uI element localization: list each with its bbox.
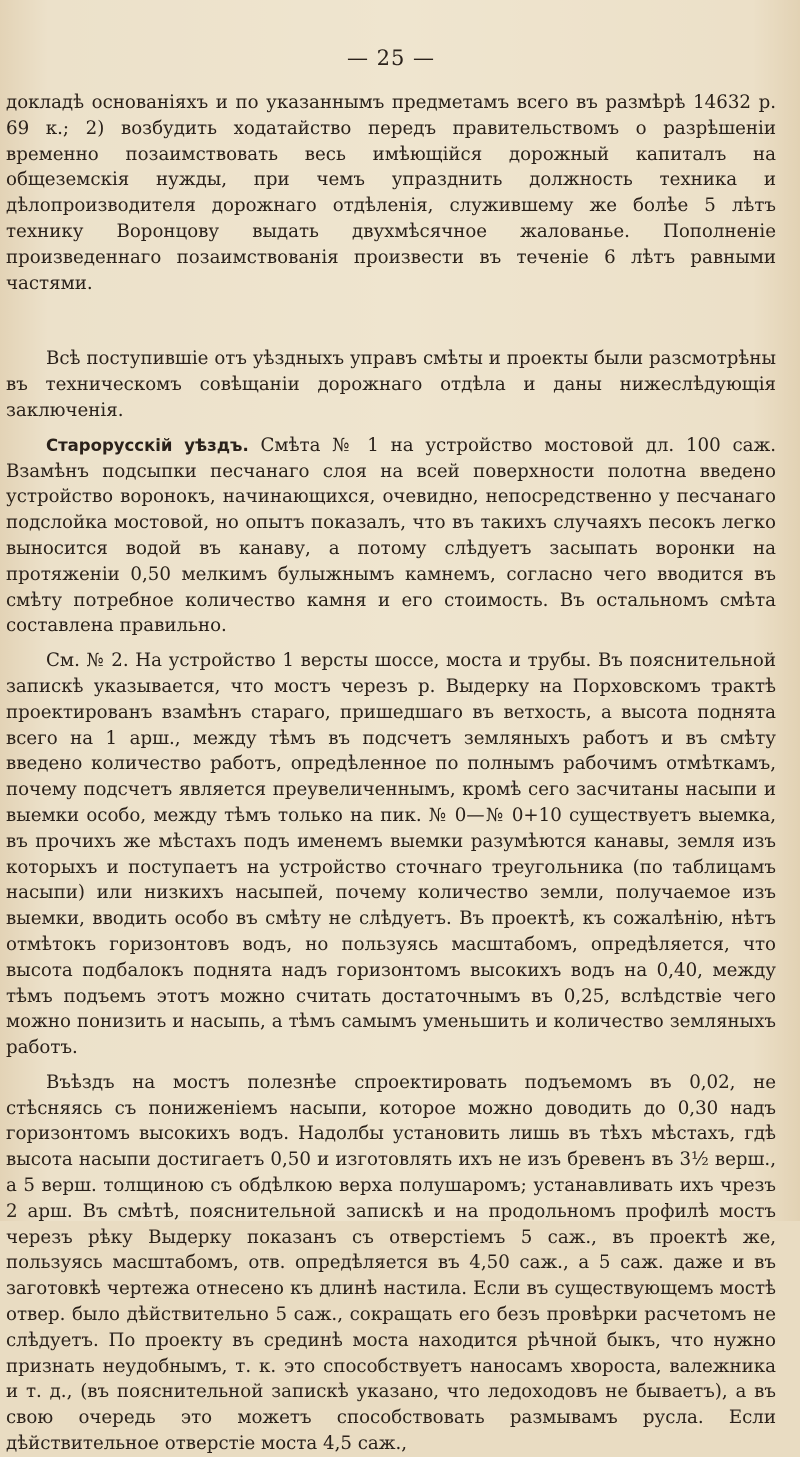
paragraph-bridge-entry: Въѣздъ на мостъ полезнѣе спроектировать подъемомъ въ 0,02, не стѣсняясь съ пониженіемъ насыпи, которое можно доводить до 0,30 надъ горизонтомъ высокихъ водъ. Надолбы установить лишь въ тѣхъ мѣстахъ, гдѣ высота насыпи достигаетъ 0,50 и изготовлять ихъ не изъ бревенъ въ 3½ верш., а 5 верш. толщиною съ обдѣлкою верха полушаромъ; устанавливать ихъ чрезъ 2 арш. Въ смѣтѣ, пояснительной запискѣ и на продольномъ профилѣ мостъ черезъ рѣку Выдерку показанъ съ отверстіемъ 5 саж., въ проектѣ же, пользуясь масштабомъ, отв. опредѣляется въ 4,50 саж., а 5 саж. даже и въ заготовкѣ чертежа отнесено къ длинѣ настила. Если въ существующемъ мостѣ отвер. было дѣйствительно 5 саж., сокращать его безъ провѣрки расчетомъ не слѣдуетъ. По проекту въ срединѣ моста находится рѣчной быкъ, что нужно признать неудобнымъ, т. к. это способствуетъ наносамъ хвороста, валежника и т. д., (въ пояснительной запискѣ указано, что ледоходовъ не бываетъ), а въ свою очередь это можетъ способствовать размывамъ русла. Если дѣйствительное отверстіе моста 4,5 саж., bbox=[6, 1071, 776, 1455]
paragraph-intro: Всѣ поступившіе отъ уѣздныхъ управъ смѣты и проекты были разсмотрѣны въ техническомъ совѣщаніи дорожнаго отдѣла и даны нижеслѣдующія заключенія. bbox=[6, 348, 776, 421]
uyezd-heading: Старорусскій уѣздъ. bbox=[46, 435, 249, 455]
section-gap bbox=[6, 296, 776, 346]
paragraph-gap bbox=[6, 1061, 776, 1070]
paragraph-gap bbox=[6, 639, 776, 648]
paragraph-estimate-2: См. № 2. На устройство 1 версты шоссе, моста и трубы. Въ пояснительной запискѣ указывается, что мостъ черезъ р. Выдерку на Порховскомъ трактѣ проектированъ взамѣнъ стараго, пришедшаго въ ветхость, а высота поднята всего на 1 арш., между тѣмъ въ подсчетъ земляныхъ работъ и въ смѣту введено количество работъ, опредѣленное по полнымъ рабочимъ отмѣткамъ, почему подсчетъ является преувеличеннымъ, кромѣ сего засчитаны насыпи и выемки особо, между тѣмъ только на пик. № 0—№ 0+10 существуетъ выемка, въ прочихъ же мѣстахъ подъ именемъ выемки разумѣются канавы, земля изъ которыхъ и поступаетъ на устройство сточнаго треугольника (по таблицамъ насыпи) или низкихъ насыпей, почему количество земли, получаемое изъ выемки, вводить особо въ смѣту не слѣдуетъ. Въ проектѣ, къ сожалѣнію, нѣтъ отмѣтокъ горизонтовъ водъ, но пользуясь масштабомъ, опредѣляется, что высота подбалокъ поднята надъ горизонтомъ высокихъ водъ на 0,40, между тѣмъ подъемъ этотъ можно считать достаточнымъ въ 0,25, вслѣдствіе чего можно понизить и насыпь, а тѣмъ самымъ уменьшить и количество земляныхъ работъ. bbox=[6, 650, 776, 1059]
paragraph-staraya-russa-text: Смѣта № 1 на устройство мостовой дл. 100 саж. Взамѣнъ подсыпки песчанаго слоя на всей поверхности полотна введено устройство воронокъ, начинающихся, очевидно, непосредственно у песчанаго подслойка мостовой, но опытъ показалъ, что въ такихъ случаяхъ песокъ легко выносится водой въ канаву, а потому слѣдуетъ засыпать воронки на протяженіи 0,50 мелкимъ булыжнымъ камнемъ, согласно чего вводится въ смѣту потребное количество камня и его стоимость. Въ остальномъ смѣта составлена правильно. bbox=[6, 434, 776, 637]
paragraph-continuation: докладѣ основаніяхъ и по указаннымъ предметамъ всего въ размѣрѣ 14632 р. 69 к.; 2) возбудить ходатайство передъ правительствомъ о разрѣшеніи временно позаимствовать весь имѣющійся дорожный капиталъ на общеземскія нужды, при чемъ упразднить должность техника и дѣлопроизводителя дорожнаго отдѣленія, служившему же болѣе 5 лѣтъ технику Воронцову выдать двухмѣсячное жалованье. Пополненіе произведеннаго позаимствованія произвести въ теченіе 6 лѣтъ равными частями. bbox=[6, 92, 776, 294]
paragraph-staraya-russa bbox=[6, 433, 776, 639]
page-number: — 25 — bbox=[346, 46, 436, 70]
paragraph-gap bbox=[6, 424, 776, 433]
